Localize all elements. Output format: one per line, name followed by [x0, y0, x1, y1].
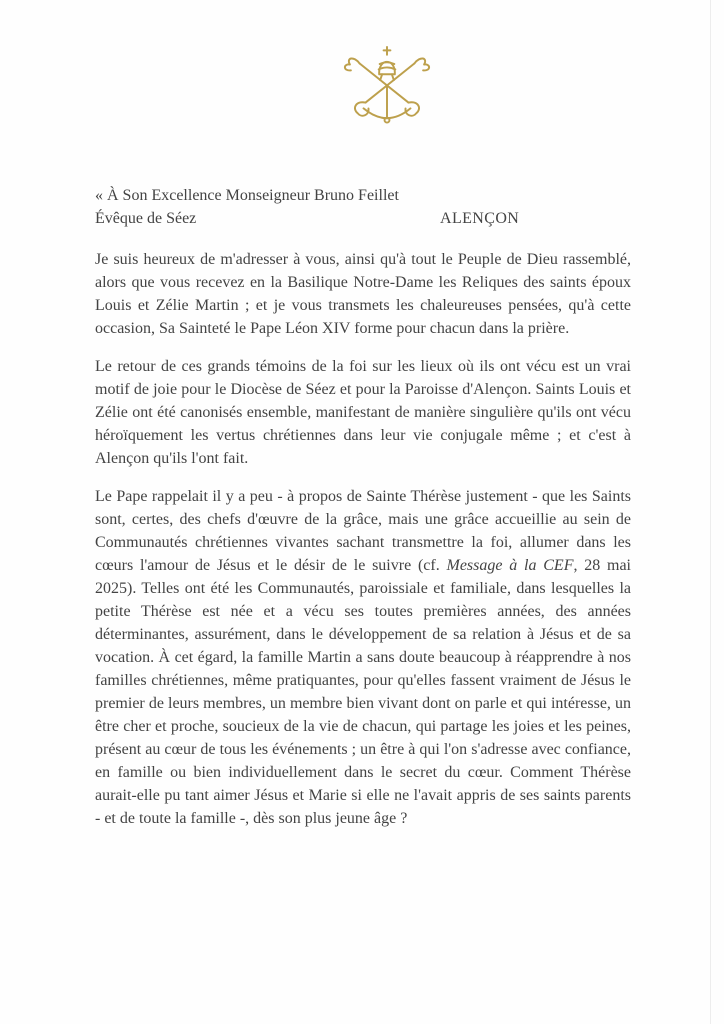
- citation-title-italic: Message à la CEF: [446, 557, 574, 574]
- recipient-line-2: Évêque de Séez: [95, 210, 197, 227]
- vatican-emblem-icon: [328, 44, 446, 126]
- scan-edge-artifact: [710, 0, 711, 1024]
- recipient-block: [95, 184, 631, 230]
- paragraph-1: Je suis heureux de m'adresser à vous, ainsi qu'à tout le Peuple de Dieu rassemblé, alors que vous recevez en la Basilique Notre-Dame les Reliques des saints époux Louis et Zélie Martin ; et je vous transmets les chaleureuses pensées, qu'à cette occasion, Sa Sainteté le Pape Léon XIV forme pour chacun dans la prière.: [95, 251, 631, 337]
- paragraph-3-text: Le Pape rappelait il y a peu - à propos de Sainte Thérèse justement - que les Saints sont, certes, des chefs d'œuvre de la grâce, mais une grâce accueillie au sein de Communautés chrétiennes vivantes sachant transmettre la foi, allumer dans les cœurs l'amour de Jésus et le désir de le suivre (cf.: [95, 488, 631, 574]
- letter-body: [95, 184, 631, 830]
- place-name: ALENÇON: [440, 210, 520, 227]
- recipient-row: [95, 207, 631, 230]
- paragraph-2: Le retour de ces grands témoins de la foi sur les lieux où ils ont vécu est un vrai motif de joie pour le Diocèse de Séez et pour la Paroisse d'Alençon. Saints Louis et Zélie ont été canonisés ensemble, manifestant de manière singulière qu'ils ont vécu héroïquement les vertus chrétiennes dans leur vie conjugale même ; et c'est à Alençon qu'ils l'ont fait.: [95, 358, 631, 467]
- paragraph-3-text-after: , 28 mai 2025). Telles ont été les Communautés, paroissiale et familiale, dans lesquelles la petite Thérèse est née et a vécu ses toutes premières années, des années déterminantes, assurément, dans le développement de sa relation à Jésus et de sa vocation. À cet égard, la famille Martin a sans doute beaucoup à réapprendre à nos familles chrétiennes, même pratiquantes, pour qu'elles fassent vraiment de Jésus le premier de leurs membres, un membre bien vivant dont on parle et qui intéresse, un être cher et proche, soucieux de la vie de chacun, qui partage les joies et les peines, présent au cœur de tous les événements ; un être à qui l'on s'adresse avec confiance, en famille ou bien individuellement dans le secret du cœur. Comment Thérèse aurait-elle pu tant aimer Jésus et Marie si elle ne l'avait appris de ses saints parents - et de toute la famille -, dès son plus jeune âge ?: [95, 557, 632, 827]
- paragraph-3: [95, 485, 631, 830]
- recipient-line-1: « À Son Excellence Monseigneur Bruno Feillet: [95, 187, 399, 204]
